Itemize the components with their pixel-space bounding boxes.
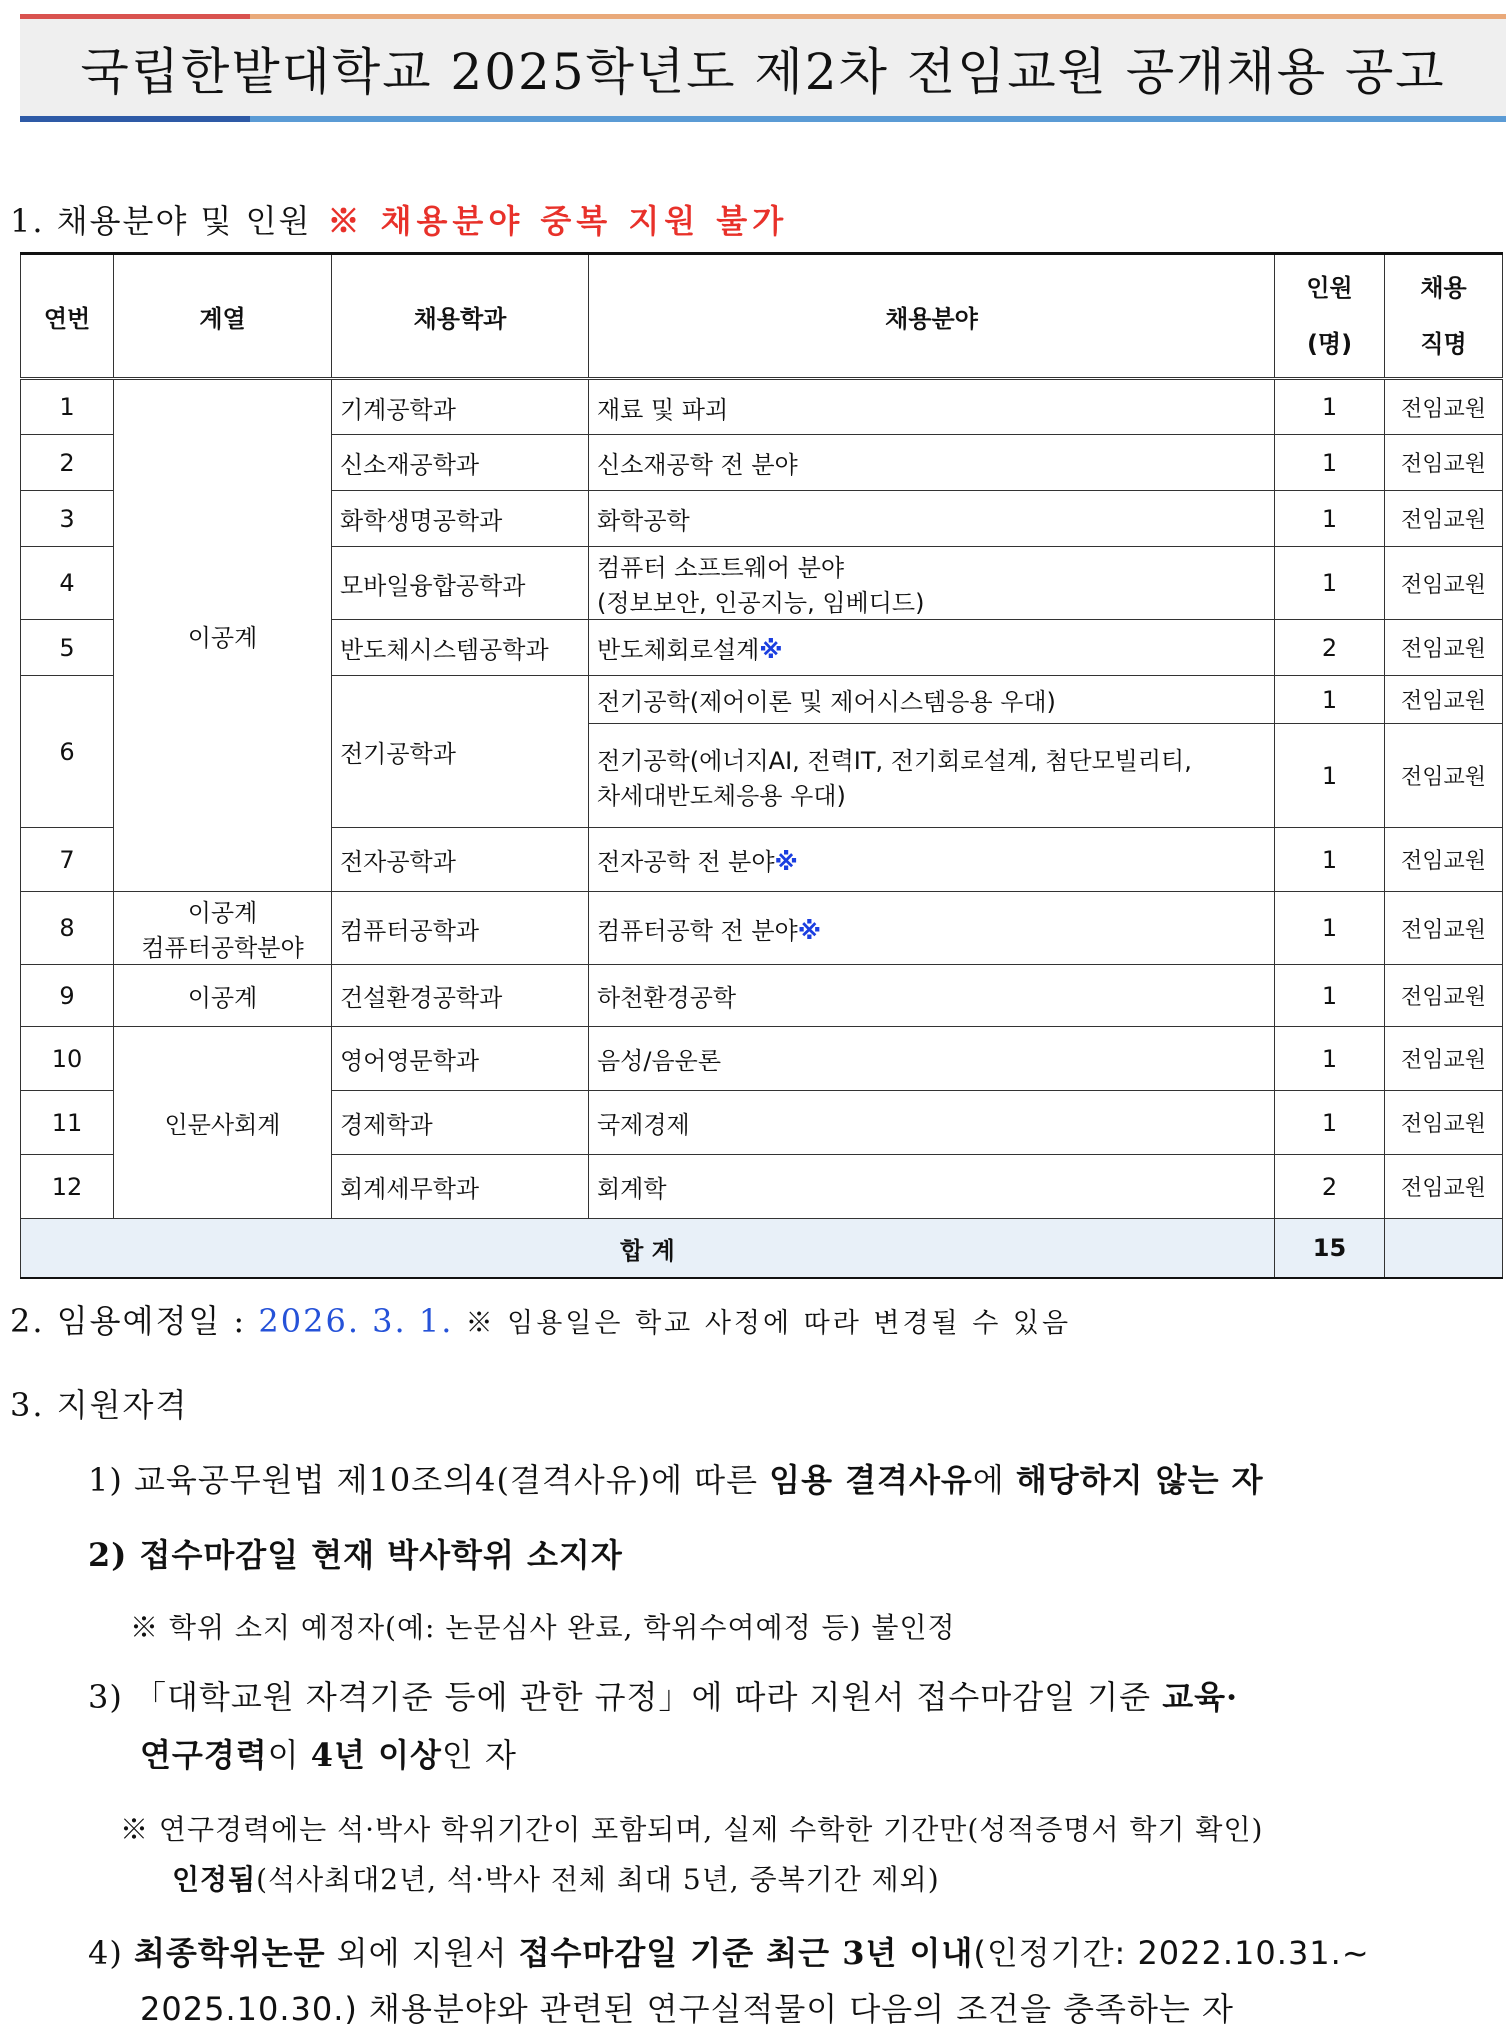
page-title: 국립한밭대학교 2025학년도 제2차 전임교원 공개채용 공고 — [80, 42, 1446, 101]
header-field: 채용분야 — [589, 254, 1275, 379]
qualification-3-line2: 연구경력이 4년 이상인 자 — [140, 1736, 517, 1774]
qualification-4: 4) 최종학위논문 외에 지원서 접수마감일 기준 최근 3년 이내(인정기간: 2022.10.31.~ — [88, 1934, 1370, 1972]
table-row: 5 반도체시스템공학과 반도체회로설계※ 2 전임교원 — [21, 620, 1503, 676]
note-symbol-icon: ※ — [774, 848, 798, 876]
table-row: 12 회계세무학과 회계학 2 전임교원 — [21, 1155, 1503, 1219]
section2-note: ※ 임용일은 학교 사정에 따라 변경될 수 있음 — [465, 1308, 1072, 1339]
table-row: 8 이공계 컴퓨터공학분야 컴퓨터공학과 컴퓨터공학 전 분야※ 1 전임교원 — [21, 892, 1503, 965]
section1-title: 1. 채용분야 및 인원 — [10, 202, 312, 240]
section1-warning: ※ 채용분야 중복 지원 불가 — [327, 202, 789, 240]
note-symbol-icon: ※ — [759, 636, 783, 664]
header-count: 인원 (명) — [1275, 254, 1385, 379]
appointment-date: 2026. 3. 1. — [258, 1302, 454, 1340]
qualification-4-line2: 2025.10.30.) 채용분야와 관련된 연구실적물이 다음의 조건을 충족하는 자 — [140, 1990, 1234, 2028]
title-banner — [20, 14, 1506, 122]
section3-heading: 3. 지원자격 — [10, 1386, 189, 1424]
qualification-1: 1) 교육공무원법 제10조의4(결격사유)에 따른 임용 결격사유에 해당하지 않는 자 — [88, 1461, 1264, 1499]
qualification-2: 2) 접수마감일 현재 박사학위 소지자 — [88, 1536, 623, 1574]
qualification-2-note: ※ 학위 소지 예정자(예: 논문심사 완료, 학위수여예정 등) 불인정 — [130, 1611, 956, 1644]
table-row: 4 모바일융합공학과 컴퓨터 소프트웨어 분야 (정보보안, 인공지능, 임베디드) 1 전임교원 — [21, 547, 1503, 620]
recruitment-table — [20, 252, 1503, 1279]
header-no: 연번 — [21, 254, 114, 379]
header-series: 계열 — [114, 254, 332, 379]
table-row: 9 이공계 건설환경공학과 하천환경공학 1 전임교원 — [21, 965, 1503, 1027]
title-bottom-rule — [20, 116, 1506, 122]
section1-heading — [10, 196, 788, 242]
note-symbol-icon: ※ — [797, 916, 822, 945]
table-row: 11 경제학과 국제경제 1 전임교원 — [21, 1091, 1503, 1155]
series-cell: 이공계 — [114, 379, 332, 892]
table-row: 2 신소재공학과 신소재공학 전 분야 1 전임교원 — [21, 435, 1503, 491]
table-total-row — [21, 1219, 1503, 1279]
section2: 2. 임용예정일 : 2026. 3. 1. ※ 임용일은 학교 사정에 따라 변경될 수 있음 — [10, 1302, 1072, 1340]
table-row: 6 전기공학과 전기공학(제어이론 및 제어시스템응용 우대) 1 전임교원 — [21, 676, 1503, 724]
total-value: 15 — [1275, 1219, 1385, 1279]
total-label: 합 계 — [21, 1219, 1275, 1279]
qualification-3-note-line2: 인정됨(석사최대2년, 석·박사 전체 최대 5년, 중복기간 제외) — [172, 1863, 940, 1896]
table-header-row — [21, 254, 1503, 379]
table-row: 1 이공계 기계공학과 재료 및 파괴 1 전임교원 — [21, 379, 1503, 435]
table-row: 7 전자공학과 전자공학 전 분야※ 1 전임교원 — [21, 828, 1503, 892]
header-position: 채용 직명 — [1385, 254, 1503, 379]
qualification-3-note: ※ 연구경력에는 석·박사 학위기간이 포함되며, 실제 수학한 기간만(성적증명서 학기 확인) — [120, 1813, 1264, 1846]
qualification-3: 3) 「대학교원 자격기준 등에 관한 규정」에 따라 지원서 접수마감일 기준 교육· — [88, 1678, 1239, 1716]
table-row: 10 인문사회계 영어영문학과 음성/음운론 1 전임교원 — [21, 1027, 1503, 1091]
table-row: 3 화학생명공학과 화학공학 1 전임교원 — [21, 491, 1503, 547]
table-row: 전기공학(에너지AI, 전력IT, 전기회로설계, 첨단모빌리티, 차세대반도체응용 우대) 1 전임교원 — [21, 724, 1503, 828]
header-dept: 채용학과 — [332, 254, 589, 379]
